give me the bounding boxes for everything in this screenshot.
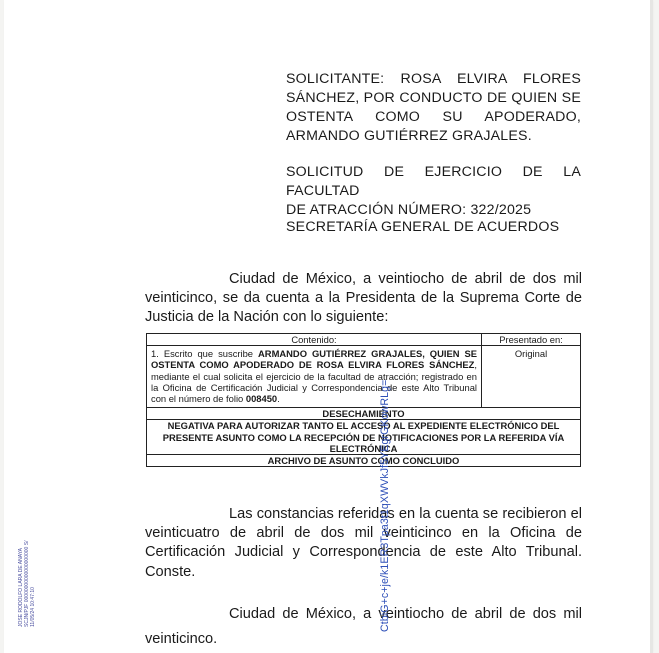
solicitud-block [286, 163, 581, 220]
entry-middle: , mediante el cual solicita el ejercicio de la facultad de atracción; registrado en la Oficina de Certificación Judicial y Correspondencia de este Alto Tribunal con el número de folio [151, 359, 477, 405]
solicitante-line: ARMANDO GUTIÉRREZ GRAJALES. [286, 128, 532, 144]
electronic-seal [18, 505, 58, 627]
entry-description [147, 346, 482, 408]
solicitante-line: OSTENTA COMO SU APODERADO, [286, 109, 581, 125]
seal-text [18, 505, 36, 627]
solicitante-line: SOLICITANTE: ROSA ELVIRA FLORES [286, 71, 581, 87]
content-table [146, 333, 581, 467]
seal-line: 11/05/24 10:47:10 [30, 587, 36, 627]
constancias-text: Las constancias referidas en la cuenta se recibieron el veinticuatro de abril de dos mil veinticinco en la Oficina de Certificación Judicial y Correspondencia de este Alto Tribunal. Conste. [145, 506, 582, 580]
entry-names: ARMANDO GUTIÉRREZ GRAJALES, QUIEN SE OSTENTA COMO APODERADO DE ROSA ELVIRA FLORES SÁNCHEZ [151, 348, 477, 371]
fecha-paragraph [145, 602, 582, 652]
header-contenido: Contenido: [147, 334, 482, 346]
entry-suffix: . [277, 393, 280, 405]
electronic-signature-code: CtbiG+c+je/k1ER3Tpa3t1qXWVkJf5YEgrGKowRLg= [378, 379, 391, 632]
negativa-row: NEGATIVA PARA AUTORIZAR TANTO EL ACCESO AL EXPEDIENTE ELECTRÓNICO DEL PRESENTE ASUNTO COMO LA RECEPCIÓN DE NOTIFICACIONES POR LA REFERIDA VÍA ELECTRÓNICA [147, 420, 581, 455]
archivo-row: ARCHIVO DE ASUNTO COMO CONCLUIDO [147, 455, 581, 467]
solicitud-line: DE ATRACCIÓN NÚMERO: 322/2025 [286, 202, 532, 218]
page-edge [650, 0, 653, 653]
constancias-paragraph [145, 505, 582, 582]
entry-presentado: Original [482, 346, 581, 408]
entry-folio: 008450 [245, 393, 278, 405]
intro-paragraph [145, 270, 582, 328]
solicitante-block [286, 70, 581, 146]
header-presentado: Presentado en: [482, 334, 581, 346]
fecha-text: Ciudad de México, a veintiocho de abril de dos mil veinticinco. [145, 606, 582, 647]
desechamiento-row: DESECHAMIENTO [147, 408, 581, 420]
solicitante-line: SÁNCHEZ, POR CONDUCTO DE QUIEN SE [286, 90, 581, 106]
intro-text: Ciudad de México, a veintiocho de abril de dos mil veinticinco, se da cuenta a la Presidenta de la Suprema Corte de Justicia de la Nación con lo siguiente: [145, 271, 582, 326]
seal-line: SCJN/PJF 00000000000000000000 S/ [24, 540, 30, 627]
seal-line: JOSE RODOLFO LARA DE ANAYA [18, 547, 24, 627]
solicitud-line: SOLICITUD DE EJERCICIO DE LA FACULTAD [286, 164, 581, 199]
entry-prefix: 1. Escrito que suscribe [151, 348, 259, 360]
secretaria-label: SECRETARÍA GENERAL DE ACUERDOS [286, 219, 560, 235]
